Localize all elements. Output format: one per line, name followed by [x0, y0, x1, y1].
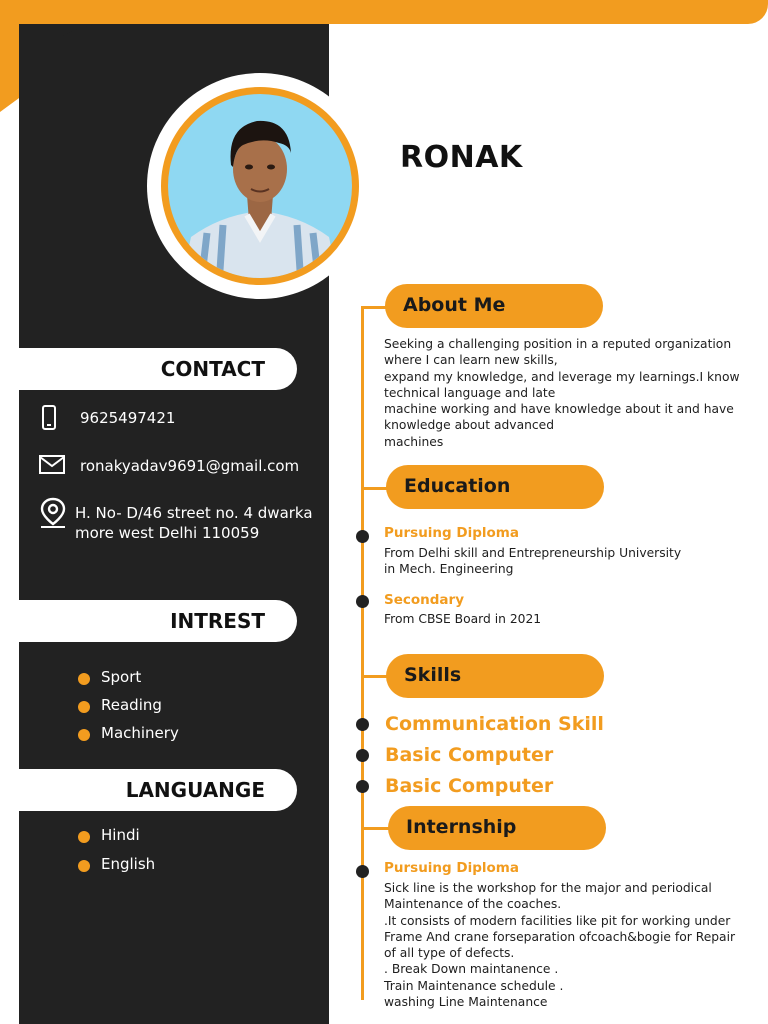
contact-address: H. No- D/46 street no. 4 dwarka more west Delhi 110059: [75, 504, 313, 542]
bullet-dot: [78, 831, 90, 843]
timeline-line: [361, 308, 364, 1000]
internship-heading-pill: [388, 806, 606, 850]
skill-item: Communication Skill: [385, 713, 604, 735]
bullet-dot: [78, 701, 90, 713]
contact-email: ronakyadav9691@gmail.com: [80, 457, 300, 475]
skill-item: Basic Computer: [385, 775, 554, 797]
timeline-branch: [361, 827, 389, 830]
education-entry-text: From Delhi skill and Entrepreneurship University in Mech. Engineering: [384, 546, 682, 577]
interest-title: INTREST: [170, 609, 265, 633]
contact-heading-pill: [19, 348, 297, 390]
contact-email-row: [38, 454, 318, 478]
skill-item: Basic Computer: [385, 744, 554, 766]
skills-title: Skills: [404, 664, 462, 686]
timeline-dot: [356, 718, 369, 731]
contact-address-row: [38, 497, 318, 545]
timeline-dot: [356, 530, 369, 543]
contact-phone: 9625497421: [80, 409, 176, 427]
education-entry-text: From CBSE Board in 2021: [384, 612, 542, 626]
about-title: About Me: [403, 294, 506, 316]
phone-icon: [38, 405, 60, 435]
contact-phone-row: [38, 405, 318, 431]
timeline-dot: [356, 865, 369, 878]
timeline-dot: [356, 595, 369, 608]
top-accent-band: [0, 0, 768, 24]
bullet-dot: [78, 860, 90, 872]
education-title: Education: [404, 475, 511, 497]
timeline-branch: [361, 306, 387, 309]
contact-title: CONTACT: [160, 357, 265, 381]
language-heading-pill: [19, 769, 297, 811]
timeline-branch: [361, 675, 387, 678]
education-entry-heading: Secondary: [384, 592, 464, 608]
language-title: LANGUANGE: [125, 778, 265, 802]
education-entry-heading: Pursuing Diploma: [384, 525, 519, 541]
candidate-name: RONAK: [400, 140, 523, 175]
internship-text: Sick line is the workshop for the major and periodical Maintenance of the coaches. .It consists of modern facilities like pit for working under Frame And crane forseparation ofcoach&bogie for Repair of all type of defects. . Break Down maintanence . Train Maintenance schedule . washing Line Maintenance: [384, 881, 736, 1010]
timeline-dot: [356, 749, 369, 762]
profile-photo: [161, 87, 359, 285]
skills-heading-pill: [386, 654, 604, 698]
interest-heading-pill: [19, 600, 297, 642]
internship-heading: Pursuing Diploma: [384, 860, 519, 876]
education-heading-pill: [386, 465, 604, 509]
timeline-dot: [356, 780, 369, 793]
timeline-branch: [361, 487, 387, 490]
bullet-dot: [78, 673, 90, 685]
location-pin-icon: [38, 497, 68, 533]
internship-title: Internship: [406, 816, 517, 838]
about-heading-pill: [385, 284, 603, 328]
mail-icon: [38, 454, 66, 480]
about-text: Seeking a challenging position in a reputed organization where I can learn new skills, expand my knowledge, and leverage my learnings.I know technical language and late machine working and have knowledge about it and have knowledge about advanced machines: [384, 337, 740, 449]
bullet-dot: [78, 729, 90, 741]
